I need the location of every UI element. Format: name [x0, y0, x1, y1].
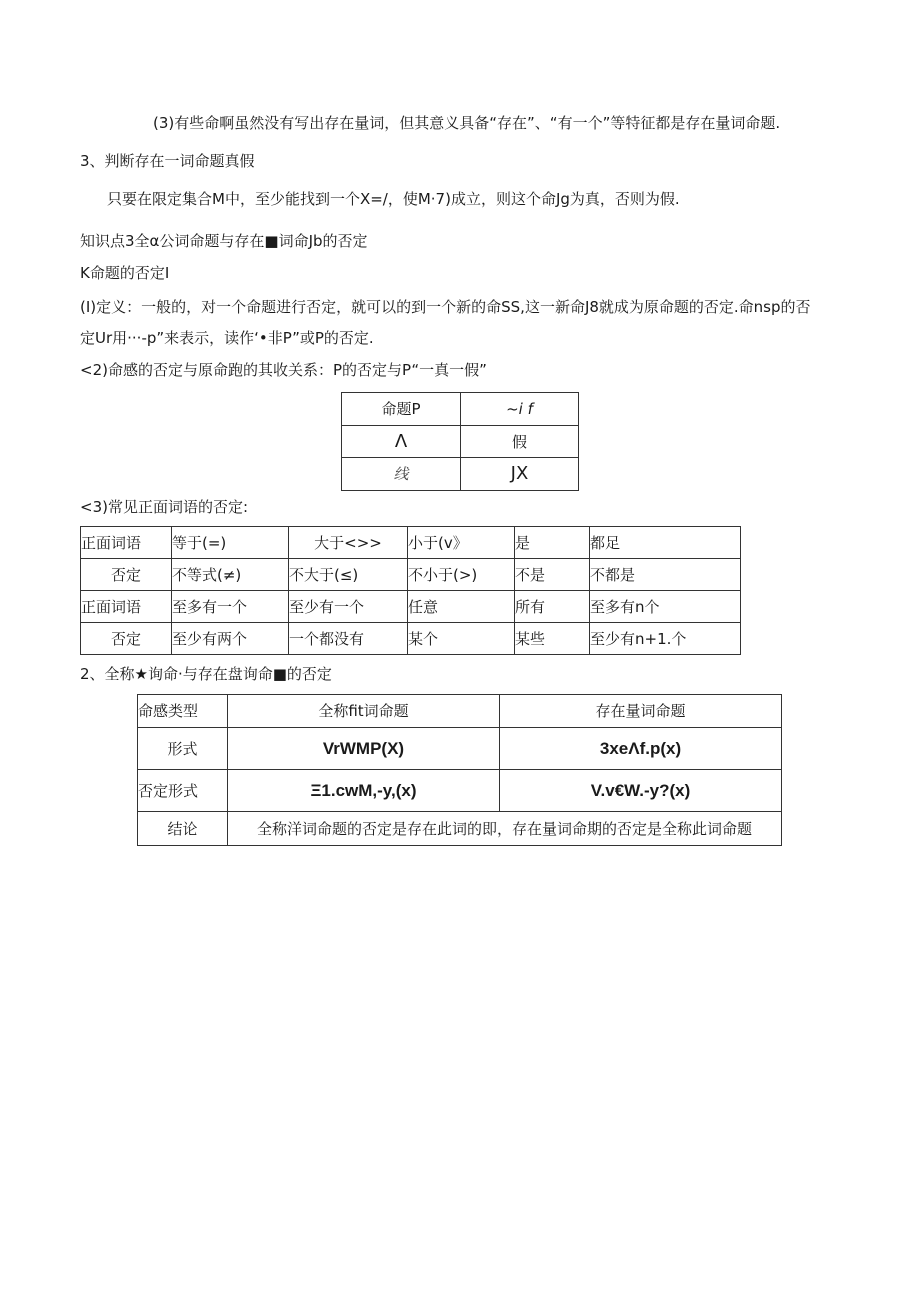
header-cell: 命感类型	[138, 695, 228, 728]
conclusion-cell: 全称洋词命题的否定是存在此词的即，存在量词命期的否定是全称此词命题	[228, 812, 782, 846]
truth-table	[341, 392, 579, 491]
word-cell: 所有	[515, 591, 590, 623]
word-cell: 不大于(≤)	[289, 559, 408, 591]
word-cell: 大于<>>	[289, 527, 408, 559]
common-words-heading: <3)常见正面词语的否定:	[80, 498, 249, 516]
word-cell: 一个都没有	[289, 623, 408, 655]
word-cell: 都足	[590, 527, 741, 559]
word-cell: 不是	[515, 559, 590, 591]
word-cell: 不等式(≠)	[172, 559, 289, 591]
truth-cell: ~i f	[461, 393, 579, 426]
section-heading-quantifier-negation: 2、全称★询命·与存在盘询命■的否定	[80, 665, 332, 683]
truth-cell: 命题P	[342, 393, 461, 426]
row-label: 形式	[138, 728, 228, 770]
word-cell: 小于(v》	[408, 527, 515, 559]
truth-cell: 假	[461, 426, 579, 458]
truth-cell: Λ	[342, 426, 461, 458]
truth-cell: 线	[342, 458, 461, 491]
word-cell: 正面词语	[81, 591, 172, 623]
relation-line: <2)命感的否定与原命跑的其收关系：P的否定与P“一真一假”	[80, 361, 487, 379]
paragraph-existential-note: (3)有些命啊虽然没有写出存在量词，但其意义具备“存在”、“有一个”等特征都是存在量词命题.	[153, 114, 781, 132]
negation-heading: K命题的否定I	[80, 264, 170, 282]
word-cell: 是	[515, 527, 590, 559]
word-cell: 至少有两个	[172, 623, 289, 655]
quantifier-negation-table	[137, 694, 782, 846]
word-cell: 正面词语	[81, 527, 172, 559]
word-cell: 至少有一个	[289, 591, 408, 623]
formula-cell: VrWMP(X)	[228, 728, 500, 770]
word-cell: 某些	[515, 623, 590, 655]
word-cell: 否定	[81, 623, 172, 655]
word-cell: 至少有n+1.个	[590, 623, 741, 655]
word-cell: 任意	[408, 591, 515, 623]
paragraph-judge-rule: 只要在限定集合M中，至少能找到一个X=/，使M·7)成立，则这个命Jg为真，否则为假.	[107, 190, 680, 208]
word-cell: 不小于(>)	[408, 559, 515, 591]
row-label: 结论	[138, 812, 228, 846]
header-cell: 存在量词命题	[500, 695, 782, 728]
header-cell: 全称fit词命题	[228, 695, 500, 728]
section-heading-judge: 3、判断存在一词命题真假	[80, 152, 255, 170]
word-cell: 某个	[408, 623, 515, 655]
word-cell: 至多有n个	[590, 591, 741, 623]
row-label: 否定形式	[138, 770, 228, 812]
word-cell: 等于(=)	[172, 527, 289, 559]
formula-cell: V.v€W.-y?(x)	[500, 770, 782, 812]
definition-line-2: 定Ur用···-p”来表示，读作‘•非P”或P的否定.	[80, 329, 374, 347]
word-cell: 至多有一个	[172, 591, 289, 623]
formula-cell: Ξ1.cwM,-y,(x)	[228, 770, 500, 812]
word-cell: 否定	[81, 559, 172, 591]
knowledge-point-3: 知识点3全α公词命题与存在■词命Jb的否定	[80, 232, 368, 250]
formula-cell: 3xeΛf.p(x)	[500, 728, 782, 770]
words-negation-table	[80, 526, 741, 655]
definition-line-1: (I)定义：一般的，对一个命题进行否定，就可以的到一个新的命SS,这一新命J8就成为原命题的否定.命nsp的否	[80, 298, 811, 316]
word-cell: 不都是	[590, 559, 741, 591]
truth-cell: JX	[461, 458, 579, 491]
